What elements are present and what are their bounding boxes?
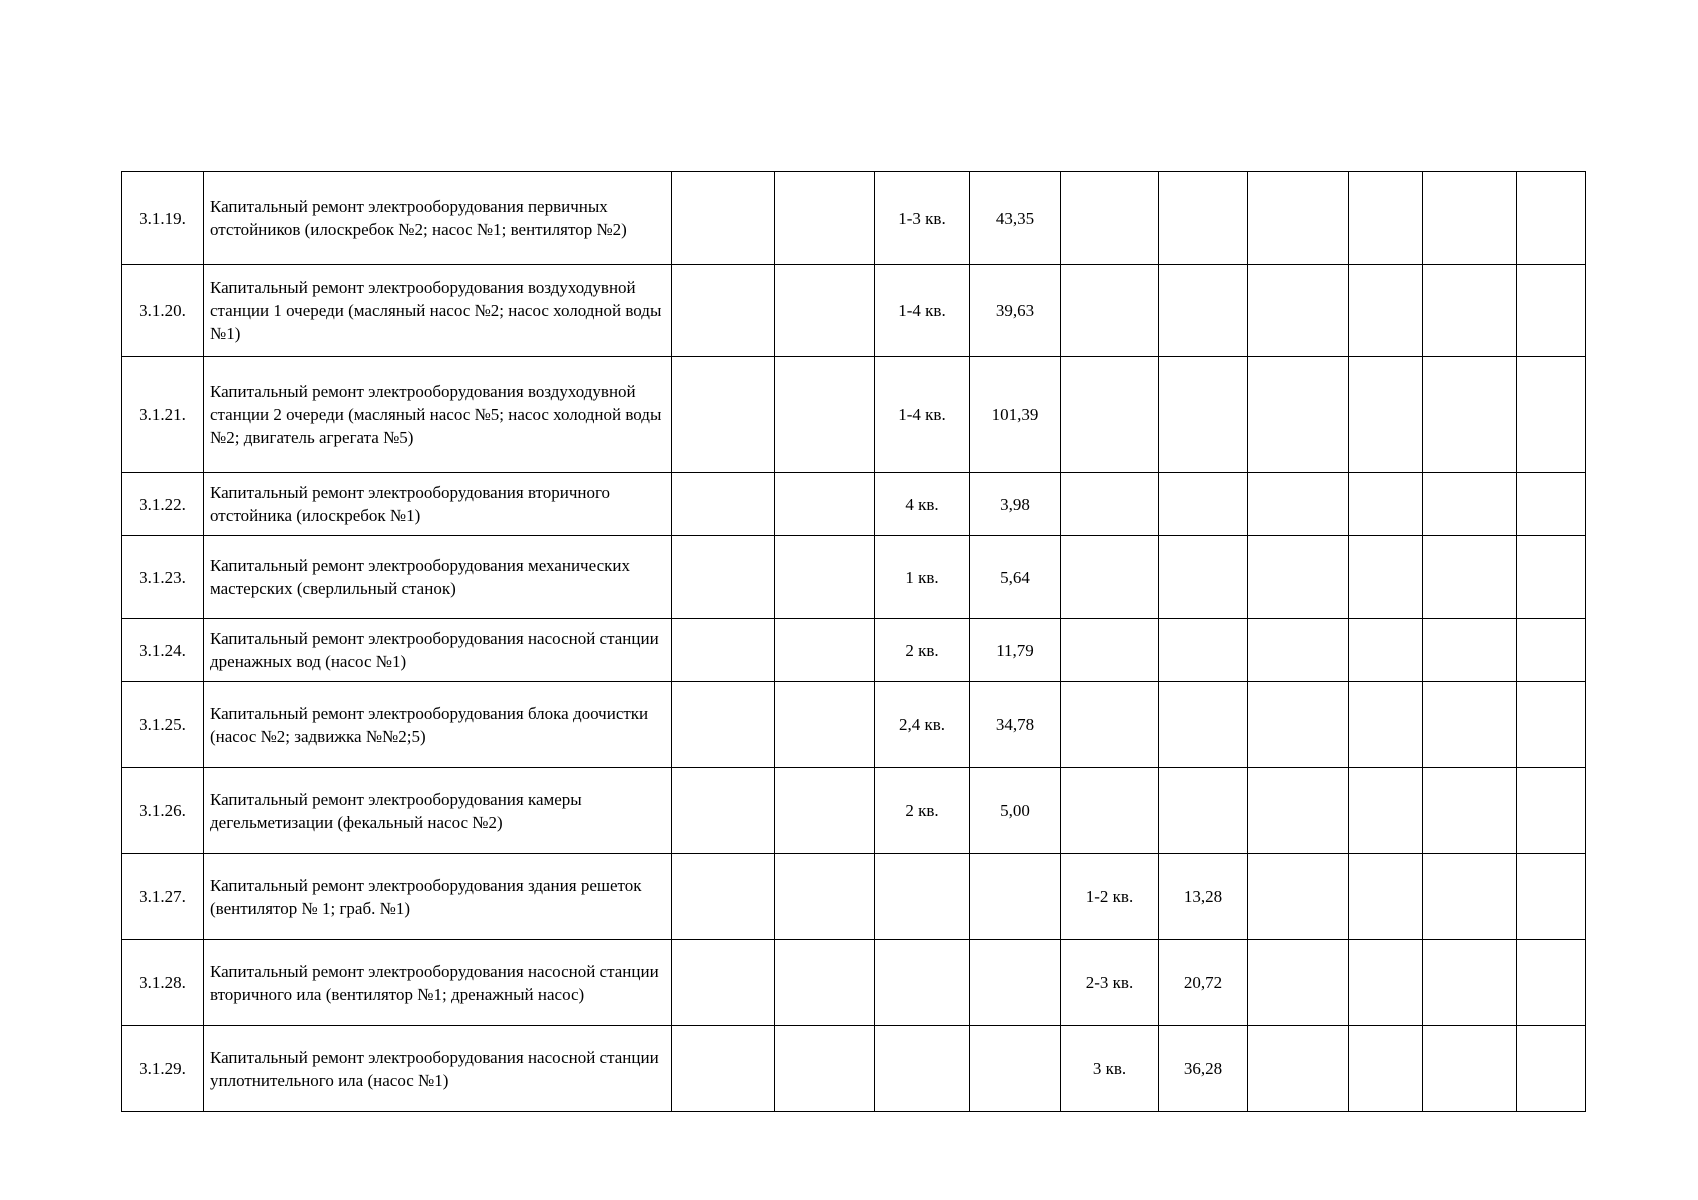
empty-cell: [1349, 265, 1423, 357]
row-description: Капитальный ремонт электрооборудования насосной станции дренажных вод (насос №1): [204, 619, 672, 682]
value-cell: [1159, 265, 1248, 357]
empty-cell: [775, 265, 875, 357]
value-cell: [1159, 357, 1248, 473]
row-description: Капитальный ремонт электрооборудования механических мастерских (сверлильный станок): [204, 536, 672, 619]
empty-cell: [672, 682, 775, 768]
empty-cell: [1517, 536, 1586, 619]
empty-cell: [1248, 265, 1349, 357]
row-description: Капитальный ремонт электрооборудования воздуходувной станции 2 очереди (масляный насос №5; насос холодной воды №2; двигатель агрегата №5): [204, 357, 672, 473]
empty-cell: [1423, 473, 1517, 536]
value-cell: [1159, 619, 1248, 682]
row-number: 3.1.26.: [122, 768, 204, 854]
empty-cell: [1349, 172, 1423, 265]
empty-cell: [775, 854, 875, 940]
value-cell: 43,35: [970, 172, 1061, 265]
empty-cell: [1349, 768, 1423, 854]
empty-cell: [672, 940, 775, 1026]
empty-cell: [775, 1026, 875, 1112]
quarter-cell: [875, 854, 970, 940]
empty-cell: [775, 682, 875, 768]
empty-cell: [1517, 619, 1586, 682]
empty-cell: [775, 536, 875, 619]
empty-cell: [672, 536, 775, 619]
table-row: [122, 768, 1586, 854]
quarter-cell: 2 кв.: [875, 619, 970, 682]
empty-cell: [672, 768, 775, 854]
empty-cell: [1248, 1026, 1349, 1112]
table-row: [122, 536, 1586, 619]
empty-cell: [1423, 357, 1517, 473]
empty-cell: [1248, 768, 1349, 854]
empty-cell: [1248, 940, 1349, 1026]
row-number: 3.1.22.: [122, 473, 204, 536]
value-cell: 5,64: [970, 536, 1061, 619]
empty-cell: [1517, 265, 1586, 357]
empty-cell: [1423, 768, 1517, 854]
empty-cell: [1517, 473, 1586, 536]
value-cell: [1159, 768, 1248, 854]
empty-cell: [672, 1026, 775, 1112]
empty-cell: [1517, 172, 1586, 265]
quarter-cell: 1-4 кв.: [875, 265, 970, 357]
empty-cell: [672, 357, 775, 473]
empty-cell: [1349, 1026, 1423, 1112]
empty-cell: [775, 940, 875, 1026]
empty-cell: [1423, 619, 1517, 682]
row-description: Капитальный ремонт электрооборудования блока доочистки (насос №2; задвижка №№2;5): [204, 682, 672, 768]
empty-cell: [1517, 940, 1586, 1026]
value-cell: 39,63: [970, 265, 1061, 357]
quarter-cell: 4 кв.: [875, 473, 970, 536]
empty-cell: [672, 854, 775, 940]
quarter-cell: [1061, 473, 1159, 536]
empty-cell: [1349, 682, 1423, 768]
value-cell: [970, 940, 1061, 1026]
empty-cell: [672, 172, 775, 265]
value-cell: 101,39: [970, 357, 1061, 473]
row-description: Капитальный ремонт электрооборудования насосной станции уплотнительного ила (насос №1): [204, 1026, 672, 1112]
quarter-cell: [1061, 265, 1159, 357]
empty-cell: [1423, 536, 1517, 619]
quarter-cell: [1061, 682, 1159, 768]
value-cell: 20,72: [1159, 940, 1248, 1026]
row-number: 3.1.23.: [122, 536, 204, 619]
table-row: [122, 172, 1586, 265]
empty-cell: [672, 265, 775, 357]
quarter-cell: [875, 940, 970, 1026]
row-number: 3.1.19.: [122, 172, 204, 265]
empty-cell: [775, 357, 875, 473]
empty-cell: [1248, 473, 1349, 536]
quarter-cell: [875, 1026, 970, 1112]
quarter-cell: 1-3 кв.: [875, 172, 970, 265]
empty-cell: [1517, 682, 1586, 768]
row-description: Капитальный ремонт электрооборудования здания решеток (вентилятор № 1; граб. №1): [204, 854, 672, 940]
row-number: 3.1.28.: [122, 940, 204, 1026]
value-cell: [1159, 473, 1248, 536]
quarter-cell: [1061, 357, 1159, 473]
quarter-cell: 1-2 кв.: [1061, 854, 1159, 940]
value-cell: 11,79: [970, 619, 1061, 682]
value-cell: 36,28: [1159, 1026, 1248, 1112]
table-row: [122, 1026, 1586, 1112]
empty-cell: [775, 768, 875, 854]
row-description: Капитальный ремонт электрооборудования вторичного отстойника (илоскребок №1): [204, 473, 672, 536]
empty-cell: [1423, 682, 1517, 768]
quarter-cell: 2-3 кв.: [1061, 940, 1159, 1026]
table-row: [122, 940, 1586, 1026]
row-number: 3.1.25.: [122, 682, 204, 768]
row-number: 3.1.20.: [122, 265, 204, 357]
row-number: 3.1.24.: [122, 619, 204, 682]
row-description: Капитальный ремонт электрооборудования первичных отстойников (илоскребок №2; насос №1; вентилятор №2): [204, 172, 672, 265]
table-row: [122, 357, 1586, 473]
table-row: [122, 854, 1586, 940]
empty-cell: [1248, 682, 1349, 768]
quarter-cell: 2,4 кв.: [875, 682, 970, 768]
empty-cell: [1349, 940, 1423, 1026]
empty-cell: [1349, 473, 1423, 536]
table-row: [122, 619, 1586, 682]
value-cell: [1159, 682, 1248, 768]
empty-cell: [775, 619, 875, 682]
empty-cell: [1349, 619, 1423, 682]
empty-cell: [1423, 1026, 1517, 1112]
value-cell: [1159, 536, 1248, 619]
quarter-cell: [1061, 619, 1159, 682]
empty-cell: [1349, 536, 1423, 619]
quarter-cell: 1 кв.: [875, 536, 970, 619]
empty-cell: [1248, 854, 1349, 940]
value-cell: [970, 1026, 1061, 1112]
table-body: [122, 172, 1586, 1112]
value-cell: [970, 854, 1061, 940]
empty-cell: [1349, 854, 1423, 940]
value-cell: 13,28: [1159, 854, 1248, 940]
row-number: 3.1.27.: [122, 854, 204, 940]
table-row: [122, 265, 1586, 357]
empty-cell: [672, 473, 775, 536]
work-plan-table: [121, 171, 1586, 1112]
empty-cell: [1517, 854, 1586, 940]
quarter-cell: [1061, 536, 1159, 619]
empty-cell: [1517, 1026, 1586, 1112]
quarter-cell: [1061, 768, 1159, 854]
quarter-cell: [1061, 172, 1159, 265]
row-number: 3.1.21.: [122, 357, 204, 473]
empty-cell: [1423, 265, 1517, 357]
quarter-cell: 2 кв.: [875, 768, 970, 854]
empty-cell: [1423, 854, 1517, 940]
empty-cell: [1349, 357, 1423, 473]
value-cell: [1159, 172, 1248, 265]
empty-cell: [1423, 172, 1517, 265]
empty-cell: [1517, 357, 1586, 473]
quarter-cell: 1-4 кв.: [875, 357, 970, 473]
empty-cell: [1248, 357, 1349, 473]
row-description: Капитальный ремонт электрооборудования насосной станции вторичного ила (вентилятор №1; дренажный насос): [204, 940, 672, 1026]
value-cell: 5,00: [970, 768, 1061, 854]
empty-cell: [1248, 172, 1349, 265]
empty-cell: [775, 473, 875, 536]
table-row: [122, 473, 1586, 536]
table-row: [122, 682, 1586, 768]
empty-cell: [1423, 940, 1517, 1026]
quarter-cell: 3 кв.: [1061, 1026, 1159, 1112]
empty-cell: [1517, 768, 1586, 854]
value-cell: 34,78: [970, 682, 1061, 768]
row-description: Капитальный ремонт электрооборудования камеры дегельметизации (фекальный насос №2): [204, 768, 672, 854]
empty-cell: [1248, 619, 1349, 682]
value-cell: 3,98: [970, 473, 1061, 536]
row-description: Капитальный ремонт электрооборудования воздуходувной станции 1 очереди (масляный насос №2; насос холодной воды №1): [204, 265, 672, 357]
empty-cell: [775, 172, 875, 265]
empty-cell: [672, 619, 775, 682]
row-number: 3.1.29.: [122, 1026, 204, 1112]
empty-cell: [1248, 536, 1349, 619]
